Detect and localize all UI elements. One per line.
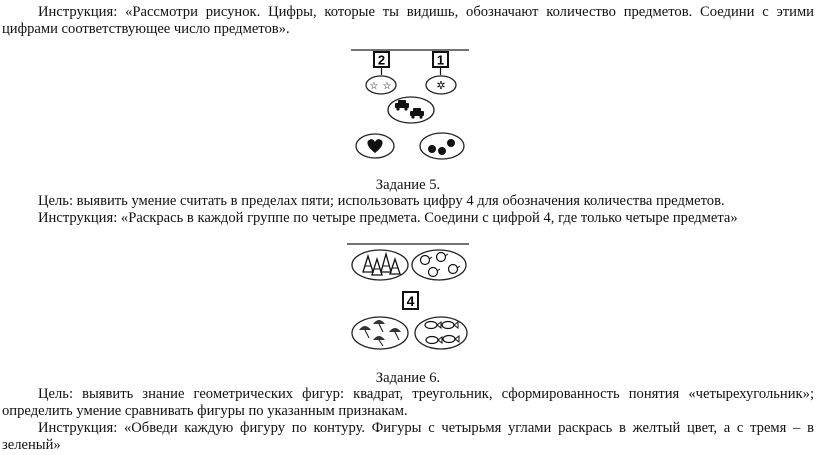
instruction-text-line-1: Инструкция: «Рассмотри рисунок. Цифры, которые ты видишь, обозначают количество предметов. Соедини с этими xyxy=(38,4,814,20)
fish-icon xyxy=(442,322,458,329)
task6-title: Задание 6. xyxy=(375,370,441,386)
digit-box-4 xyxy=(403,292,418,309)
teapot-icon xyxy=(421,256,433,265)
digit-box-1 xyxy=(433,52,448,68)
star-icon: ☆ xyxy=(369,81,379,92)
fish-icon xyxy=(425,322,441,329)
oval-two-stars xyxy=(366,76,396,94)
digit-1-label: 1 xyxy=(436,52,445,68)
task5-goal: Цель: выявить умение считать в пределах пяти; использовать цифру 4 для обозначения количества предметов. xyxy=(38,193,725,209)
tree-icon xyxy=(381,254,391,272)
teapot-icon xyxy=(449,265,461,274)
umbrella-icon xyxy=(389,328,401,340)
oval-teapots xyxy=(412,250,466,280)
oval-balls xyxy=(420,133,464,159)
task6-instruction-line-2: зеленый» xyxy=(2,437,61,453)
task6-instruction-line-1: Инструкция: «Обведи каждую фигуру по контуру. Фигуры с четырьмя углами раскрась в желтый цвет, а с тремя – в xyxy=(38,420,814,436)
ball-icon xyxy=(447,139,455,147)
teapot-icon xyxy=(437,253,449,262)
heart-icon xyxy=(367,139,382,153)
oval-fish xyxy=(415,317,467,349)
oval-heart xyxy=(356,134,394,158)
counting-figure-1 xyxy=(345,48,475,162)
fish-icon xyxy=(426,337,442,344)
task6-goal-line-1: Цель: выявить знание геометрических фигур: квадрат, треугольник, сформированность понятия «четырехугольник»; xyxy=(38,386,814,402)
fish-icon xyxy=(443,336,459,343)
oval-cars xyxy=(388,97,434,123)
tree-icon xyxy=(363,256,373,272)
oval-trees xyxy=(352,250,408,280)
umbrella-icon xyxy=(373,336,385,346)
teapot-icon xyxy=(429,268,441,277)
star-icon: ☆ xyxy=(382,81,392,92)
ball-icon xyxy=(438,147,446,155)
car-icon xyxy=(395,100,409,111)
oval-one-sun xyxy=(426,76,456,94)
task6-goal-line-2: определить умение сравнивать фигуры по указанным признакам. xyxy=(2,403,408,419)
instruction-text-line-2: цифрами соответствующее число предметов». xyxy=(2,21,290,37)
digit-4-label: 4 xyxy=(406,293,415,309)
ball-icon xyxy=(428,145,436,153)
umbrella-icon xyxy=(359,326,371,338)
sun-icon: ✲ xyxy=(436,80,446,92)
digit-2-label: 2 xyxy=(377,52,386,68)
task5-instruction: Инструкция: «Раскрась в каждой группе по четыре предмета. Соедини с цифрой 4, где только четыре предмета» xyxy=(38,210,738,226)
counting-figure-2 xyxy=(345,242,475,362)
car-icon xyxy=(410,108,424,119)
umbrella-icon xyxy=(373,320,385,332)
oval-umbrellas xyxy=(352,317,408,349)
digit-box-2 xyxy=(374,52,389,68)
task5-title: Задание 5. xyxy=(375,177,441,193)
